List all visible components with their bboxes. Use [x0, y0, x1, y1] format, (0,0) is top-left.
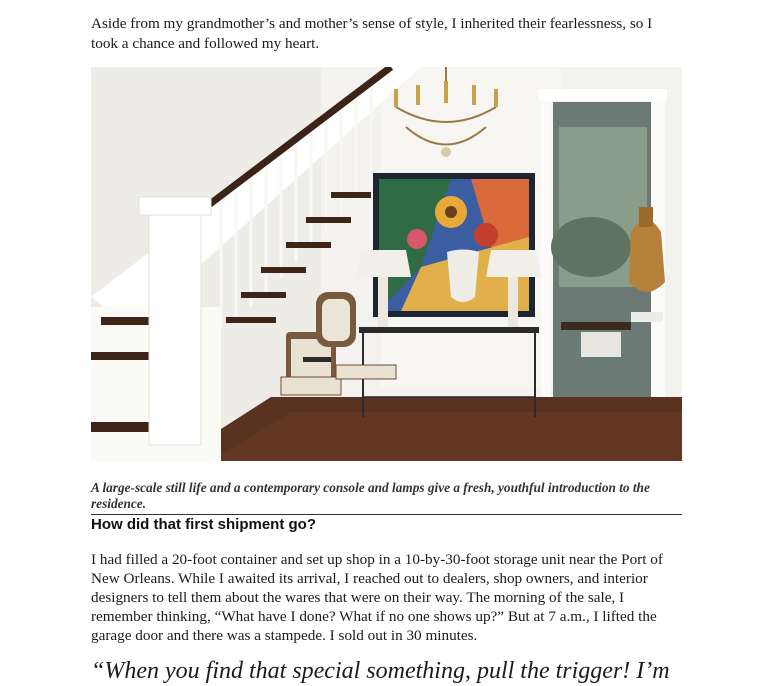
- intro-paragraph: Aside from my grandmother’s and mother’s sense of style, I inherited their fearlessness, so I took a chance and followed my heart.: [91, 15, 653, 52]
- photo-caption: A large-scale still life and a contemporary console and lamps give a fresh, youthful introduction to the residence.: [91, 480, 682, 515]
- pull-quote: “When you find that special something, pull the trigger! I’m: [91, 658, 670, 684]
- interview-answer: I had filled a 20-foot container and set up shop in a 10-by-30-foot storage unit near the Port of New Orleans. While I awaited its arrival, I reached out to dealers, shop owners, and interior designers to tell them about the wares that were on their way. The morning of the sale, I remember thinking, “What have I done? What if no one shows up?” But at 7 a.m., I lifted the garage door and there was a stampede. I sold out in 30 minutes.: [91, 551, 663, 644]
- interview-question: How did that first shipment go?: [91, 516, 316, 533]
- foyer-photo: [91, 67, 682, 461]
- foyer-staircase-illustration: [91, 67, 682, 461]
